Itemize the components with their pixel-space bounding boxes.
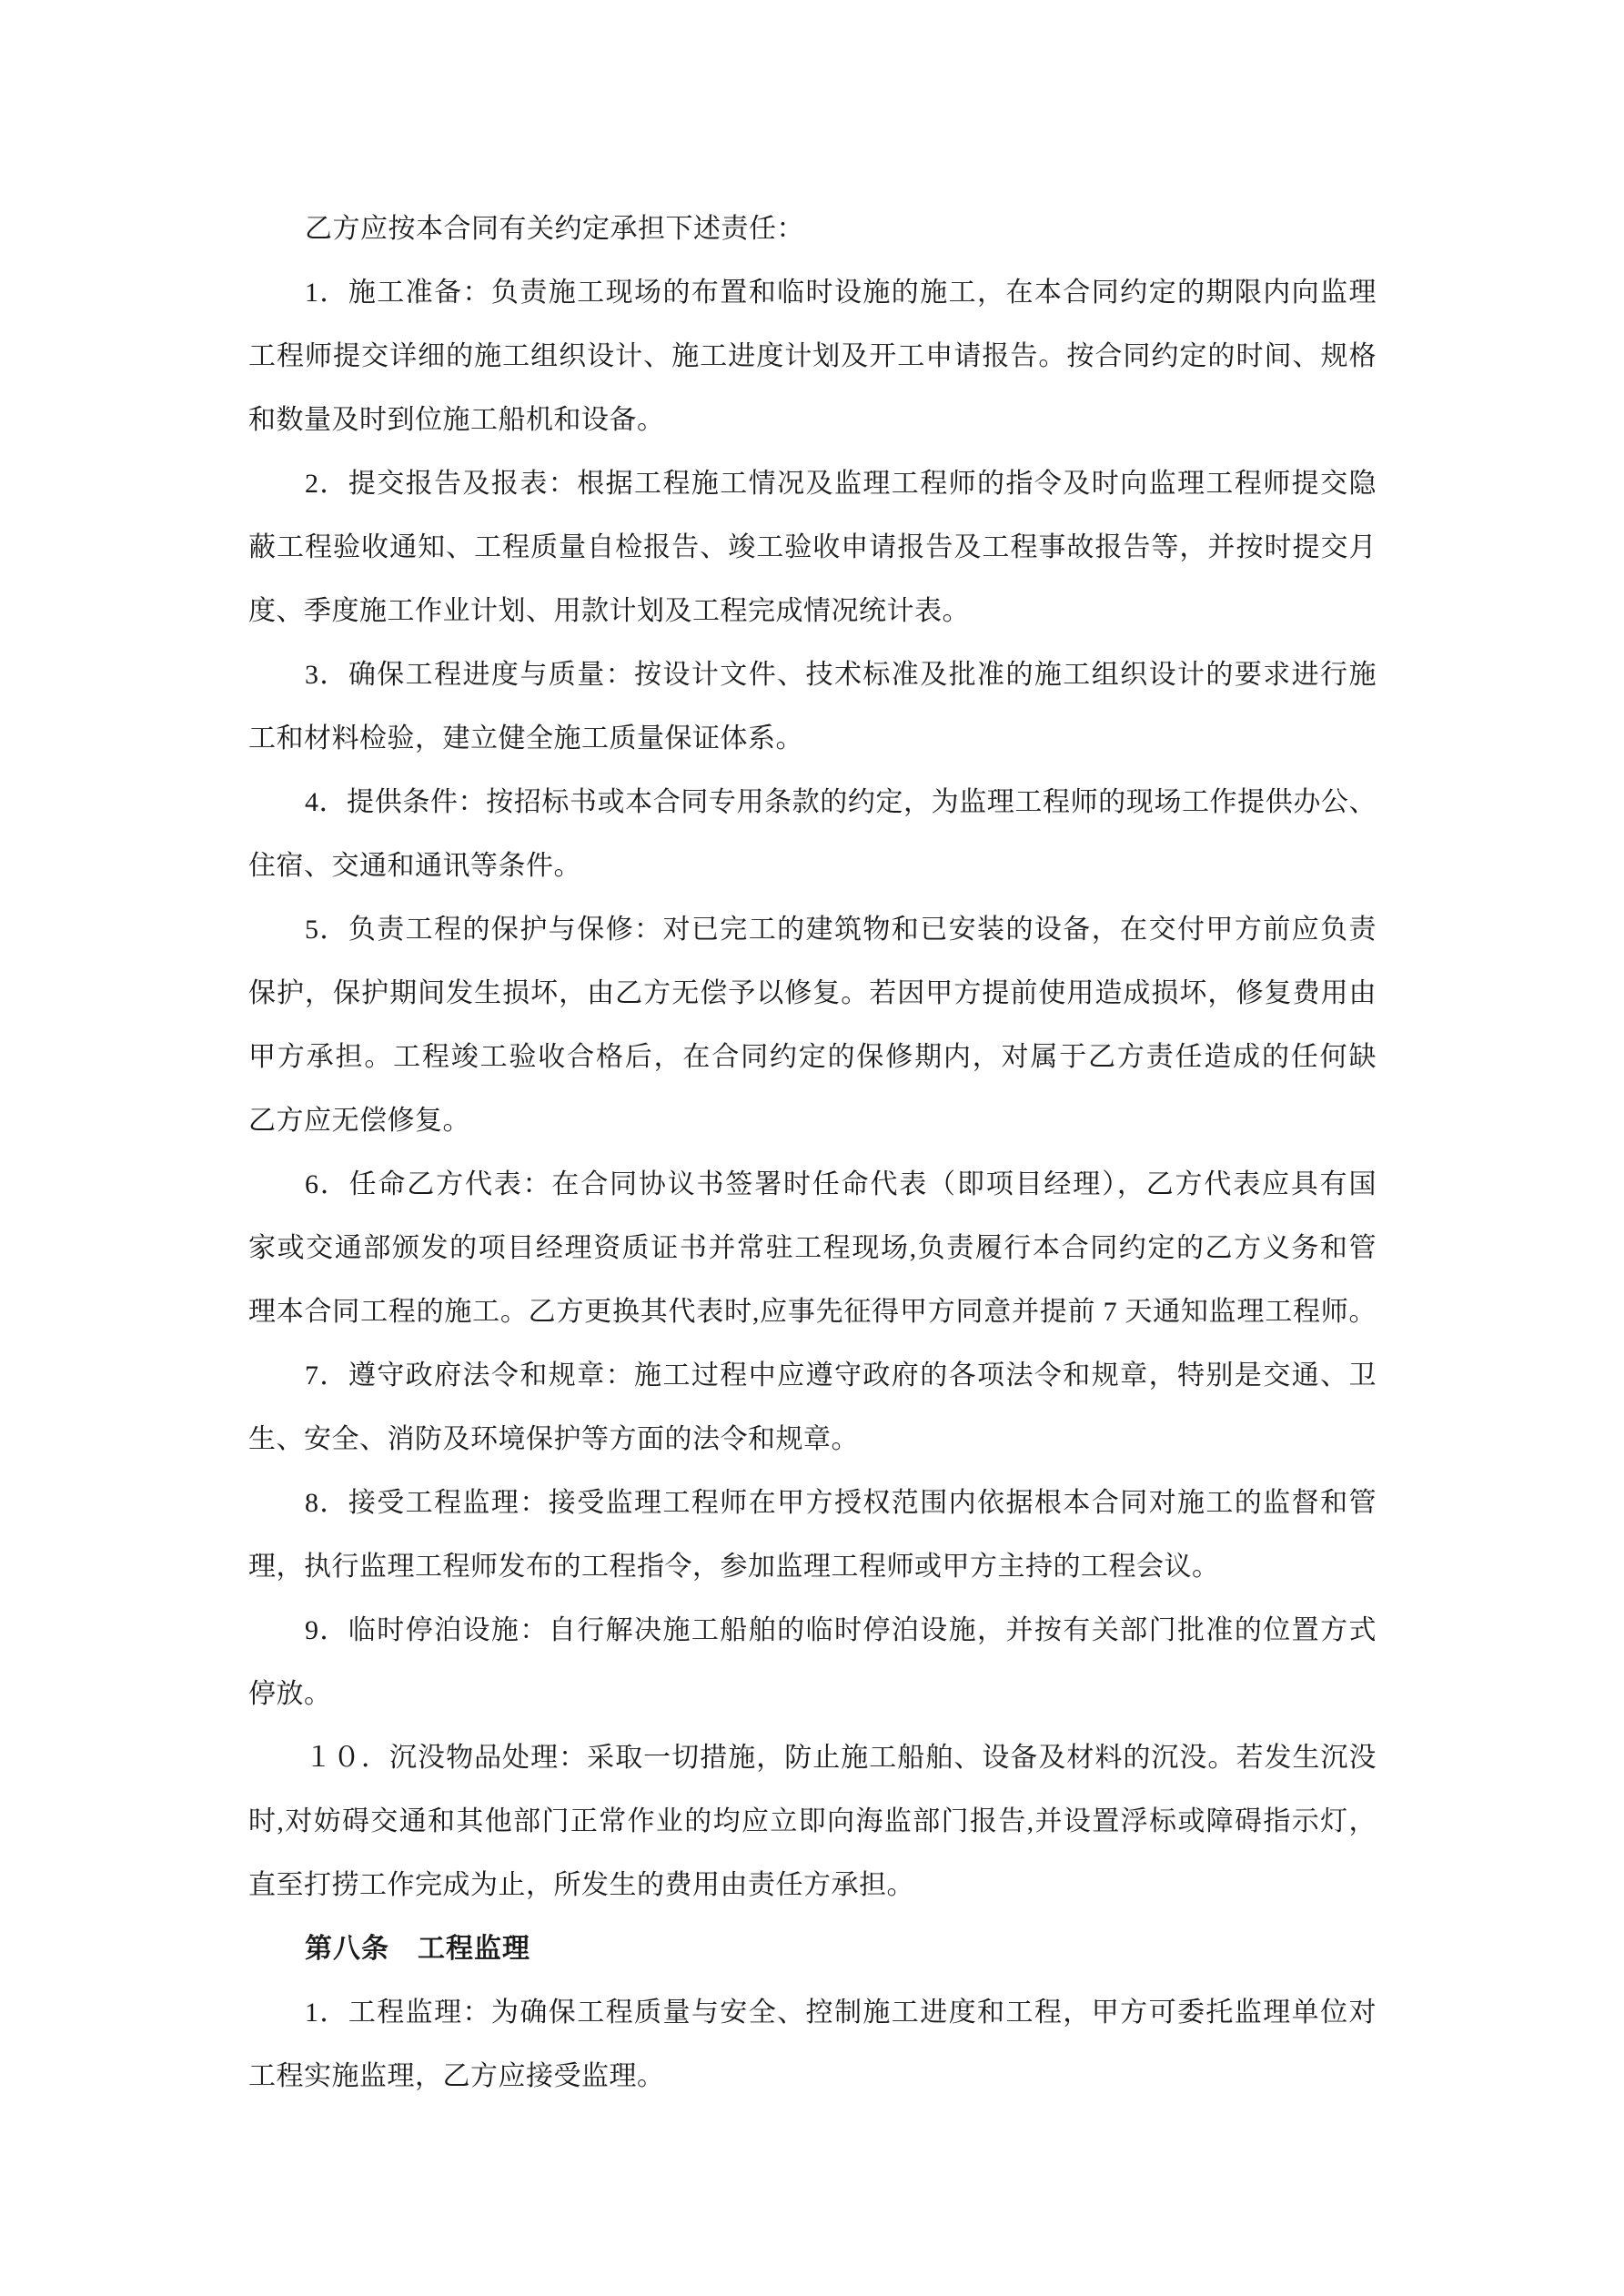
paragraph: [248, 1981, 1377, 2109]
text-line: 工和材料检验，建立健全施工质量保证体系。: [248, 723, 803, 754]
text-line: 保护，保护期间发生损坏，由乙方无偿予以修复。若因甲方提前使用造成损坏，修复费用由: [248, 978, 1377, 1008]
text-line: 乙方应按本合同有关约定承担下述责任：: [305, 214, 804, 244]
text-line: 蔽工程验收通知、工程质量自检报告、竣工验收申请报告及工程事故报告等，并按时提交月: [248, 532, 1377, 562]
document-body: [248, 197, 1377, 2109]
text-line: 1．施工准备：负责施工现场的布置和临时设施的施工，在本合同约定的期限内向监理: [305, 278, 1377, 308]
text-line: 5．负责工程的保护与保修：对已完工的建筑物和已安装的设备，在交付甲方前应负责: [305, 915, 1377, 945]
section-heading: [248, 1917, 1377, 1981]
paragraph: [248, 643, 1377, 771]
paragraph: [248, 898, 1377, 1153]
text-line: 7．遵守政府法令和规章：施工过程中应遵守政府的各项法令和规章，特别是交通、卫: [305, 1360, 1377, 1391]
text-line: 乙方应无偿修复。: [248, 1106, 470, 1136]
text-line: 8．接受工程监理：接受监理工程师在甲方授权范围内依据根本合同对施工的监督和管: [305, 1488, 1377, 1518]
text-line: 甲方承担。工程竣工验收合格后，在合同约定的保修期内，对属于乙方责任造成的任何缺: [248, 1042, 1377, 1072]
paragraph: [248, 1599, 1377, 1726]
text-line: 9．临时停泊设施：自行解决施工船舶的临时停泊设施，并按有关部门批准的位置方式: [305, 1615, 1377, 1645]
text-line: １０．沉没物品处理：采取一切措施，防止施工船舶、设备及材料的沉没。若发生沉没: [305, 1743, 1377, 1773]
paragraph: [248, 1153, 1377, 1344]
text-line: 理本合同工程的施工。乙方更换其代表时,应事先征得甲方同意并提前 7 天通知监理工程师。: [248, 1297, 1377, 1327]
text-line: 3．确保工程进度与质量：按设计文件、技术标准及批准的施工组织设计的要求进行施: [305, 660, 1377, 690]
text-line: 度、季度施工作业计划、用款计划及工程完成情况统计表。: [248, 596, 970, 626]
text-line: 直至打捞工作完成为止，所发生的费用由责任方承担。: [248, 1870, 914, 1900]
paragraph: [248, 1726, 1377, 1917]
text-line: 停放。: [248, 1679, 332, 1709]
heading-line: 第八条 工程监理: [305, 1934, 530, 1964]
text-line: 生、安全、消防及环境保护等方面的法令和规章。: [248, 1424, 859, 1454]
text-line: 住宿、交通和通讯等条件。: [248, 851, 581, 881]
text-line: 2．提交报告及报表：根据工程施工情况及监理工程师的指令及时向监理工程师提交隐: [305, 469, 1377, 499]
paragraph: [248, 452, 1377, 643]
text-line: 和数量及时到位施工船机和设备。: [248, 405, 665, 435]
text-line: 1．工程监理：为确保工程质量与安全、控制施工进度和工程，甲方可委托监理单位对: [305, 1998, 1377, 2028]
text-line: 6．任命乙方代表：在合同协议书签署时任命代表（即项目经理），乙方代表应具有国: [305, 1169, 1377, 1199]
text-line: 4．提供条件：按招标书或本合同专用条款的约定，为监理工程师的现场工作提供办公、: [305, 787, 1377, 817]
text-line: 家或交通部颁发的项目经理资质证书并常驻工程现场,负责履行本合同约定的乙方义务和管: [248, 1233, 1377, 1263]
paragraph: [248, 771, 1377, 898]
paragraph: [248, 1472, 1377, 1599]
paragraph: [248, 261, 1377, 452]
paragraph: [248, 1344, 1377, 1472]
paragraph: [248, 197, 1377, 261]
text-line: 时,对妨碍交通和其他部门正常作业的均应立即向海监部门报告,并设置浮标或障碍指示灯，: [248, 1806, 1377, 1836]
text-line: 工程师提交详细的施工组织设计、施工进度计划及开工申请报告。按合同约定的时间、规格: [248, 341, 1377, 371]
text-line: 工程实施监理，乙方应接受监理。: [248, 2061, 665, 2091]
text-line: 理，执行监理工程师发布的工程指令，参加监理工程师或甲方主持的工程会议。: [248, 1552, 1220, 1582]
